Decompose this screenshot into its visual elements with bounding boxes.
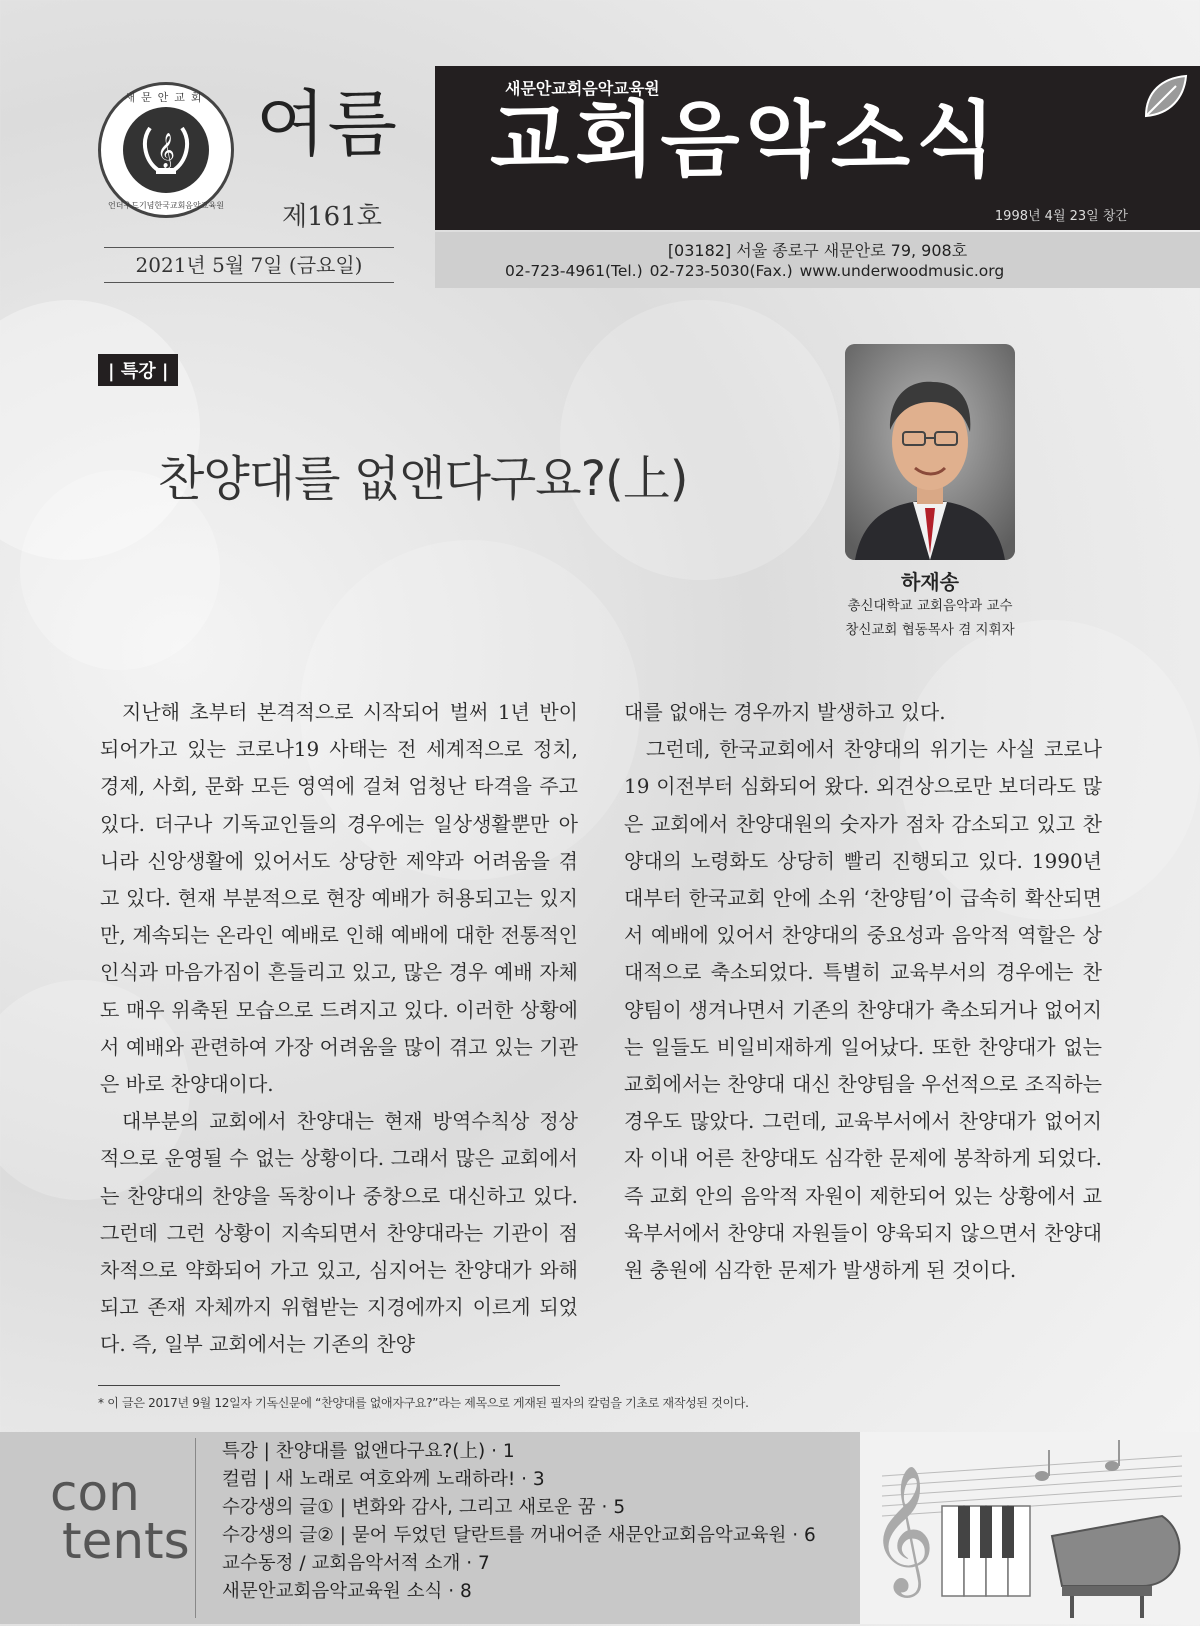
contents-item[interactable]: 교수동정 / 교회음악서적 소개 · 7 bbox=[222, 1553, 490, 1574]
contents-list bbox=[222, 1438, 816, 1606]
article-column-left bbox=[100, 694, 578, 1364]
footnote-divider bbox=[98, 1385, 560, 1386]
seal-text-top: 새문안교회 bbox=[124, 91, 208, 104]
lyre-icon bbox=[123, 107, 209, 193]
newsletter-title: 교회음악소식 bbox=[490, 93, 1002, 188]
seal-text-bottom: 언더우드기념한국교회음악교육원 bbox=[108, 201, 224, 210]
contents-label-bottom: tents bbox=[62, 1512, 190, 1570]
treble-clef-icon: 𝄞 bbox=[870, 1464, 936, 1592]
contents-item[interactable]: 새문안교회음악교육원 소식 · 8 bbox=[222, 1581, 472, 1602]
contents-divider bbox=[195, 1438, 196, 1618]
contents-label-top: con bbox=[50, 1464, 140, 1522]
issue-number: 제161호 bbox=[282, 202, 382, 232]
music-instruments-illustration bbox=[862, 1436, 1198, 1626]
contents-item[interactable]: 수강생의 글② | 묻어 두었던 달란트를 꺼내어준 새문안교회음악교육원 · 6 bbox=[222, 1525, 816, 1546]
article-headline: 찬양대를 없앤다구요?(上) bbox=[158, 451, 688, 507]
author-photo bbox=[845, 344, 1015, 560]
organization-name: 새문안교회음악교육원 bbox=[505, 79, 660, 98]
founded-date: 1998년 4월 23일 창간 bbox=[994, 209, 1128, 224]
article-column-right bbox=[624, 694, 1102, 1289]
author-role-1: 총신대학교 교회음악과 교수 bbox=[847, 598, 1013, 614]
season-title: 여름 bbox=[256, 82, 400, 166]
svg-text:𝄞: 𝄞 bbox=[157, 133, 175, 168]
contents-item[interactable]: 수강생의 글① | 변화와 감사, 그리고 새로운 꿈 · 5 bbox=[222, 1497, 626, 1518]
section-tag: | 특강 | bbox=[98, 354, 178, 386]
address-text: [03182] 서울 종로구 새문안로 79, 908호 bbox=[667, 241, 968, 260]
contents-item[interactable]: 특강 | 찬양대를 없앤다구요?(上) · 1 bbox=[222, 1441, 515, 1462]
contact-info: 02-723-4961(Tel.) 02-723-5030(Fax.) www.underwoodmusic.org bbox=[505, 262, 1005, 280]
paragraph: 그런데, 한국교회에서 찬양대의 위기는 사실 코로나19 이전부터 심화되어 왔다. 외견상으로만 보더라도 많은 교회에서 찬양대원의 숫자가 점차 감소되고 있고 찬양대의 노령화도 상당히 빨리 진행되고 있다. 1990년대부터 한국교회 안에 소위 ‘찬양팀’이 급속히 확산되면서 예배에 있어서 찬양대의 중요성과 음악적 역할은 상대적으로 축소되었다. 특별히 교육부서의 경우에는 찬양팀이 생겨나면서 기존의 찬양대가 축소되거나 없어지는 일들도 비일비재하게 일어났다. 또한 찬양대가 없는 교회에서는 찬양대 대신 찬양팀을 우선적으로 조직하는 경우도 많았다. 그런데, 교육부서에서 찬양대가 없어지자 이내 어른 찬양대도 심각한 문제에 봉착하게 되었다. 즉 교회 안의 음악적 자원이 제한되어 있는 상황에서 교육부서에서 찬양대 자원들이 양육되지 않으면서 찬양대원 충원에 심각한 문제가 발생하게 된 것이다. bbox=[624, 737, 1102, 1283]
author-name: 하재송 bbox=[901, 570, 959, 594]
author-role-2: 창신교회 협동목사 겸 지휘자 bbox=[845, 622, 1015, 638]
church-seal-logo bbox=[98, 82, 234, 218]
leaf-icon bbox=[1140, 72, 1190, 126]
contents-item[interactable]: 컬럼 | 새 노래로 여호와께 노래하라! · 3 bbox=[222, 1469, 545, 1490]
paragraph: 대부분의 교회에서 찬양대는 현재 방역수칙상 정상적으로 운영될 수 없는 상황이다. 그래서 많은 교회에서는 찬양대의 찬양을 독창이나 중창으로 대신하고 있다. 그런데 그런 상황이 지속되면서 찬양대라는 기관이 점차적으로 약화되어 가고 있고, 심지어는 찬양대가 와해되고 존재 자체까지 위협받는 지경에까지 이르게 되었다. 즉, 일부 교회에서는 기존의 찬양 bbox=[100, 1109, 578, 1357]
publication-date: 2021년 5월 7일 (금요일) bbox=[104, 247, 394, 283]
footnote: * 이 글은 2017년 9월 12일자 기독신문에 “찬양대를 없애자구요?”라는 제목으로 게재된 필자의 칼럼을 기초로 재작성된 것이다. bbox=[98, 1396, 749, 1410]
paragraph: 지난해 초부터 본격적으로 시작되어 벌써 1년 반이 되어가고 있는 코로나19 사태는 전 세계적으로 정치, 경제, 사회, 문화 모든 영역에 걸쳐 엄청난 타격을 주고 있다. 더구나 기독교인들의 경우에는 일상생활뿐만 아니라 신앙생활에 있어서도 상당한 제약과 어려움을 겪고 있다. 현재 부분적으로 현장 예배가 허용되고는 있지만, 계속되는 온라인 예배로 인해 예배에 대한 전통적인 인식과 마음가짐이 흔들리고 있고, 많은 경우 예배 자체도 매우 위축된 모습으로 드려지고 있다. 이러한 상황에서 예배와 관련하여 가장 어려움을 많이 겪고 있는 기관은 바로 찬양대이다. bbox=[100, 700, 578, 1097]
paragraph: 대를 없애는 경우까지 발생하고 있다. bbox=[624, 700, 946, 724]
